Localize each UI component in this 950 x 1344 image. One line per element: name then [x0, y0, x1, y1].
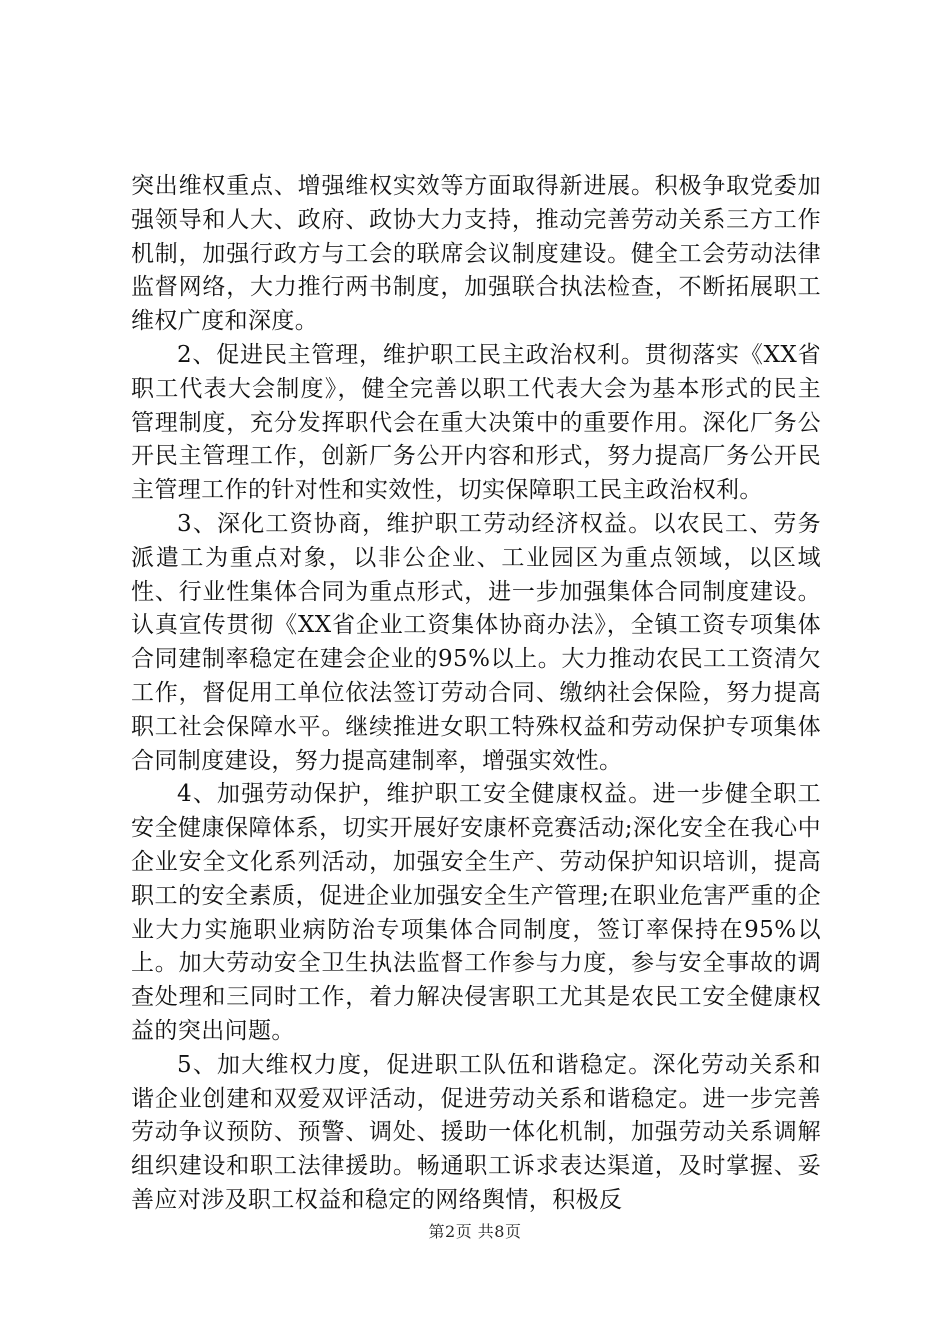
- paragraph-democratic-management: 2、促进民主管理，维护职工民主政治权利。贯彻落实《XX省职工代表大会制度》，健全完善以职工代表大会为基本形式的民主管理制度，充分发挥职代会在重大决策中的重要作用。深化厂务公开民主管理工作，创新厂务公开内容和形式，努力提高厂务公开民主管理工作的针对性和实效性，切实保障职工民主政治权利。: [131, 341, 821, 504]
- paragraph-rights-protection: 5、加大维权力度，促进职工队伍和谐稳定。深化劳动关系和谐企业创建和双爱双评活动，促进劳动关系和谐稳定。进一步完善劳动争议预防、预警、调处、援助一体化机制，加强劳动关系调解组织建设和职工法律援助。畅通职工诉求表达渠道，及时掌握、妥善应对涉及职工权益和稳定的网络舆情，积极反: [131, 1051, 821, 1213]
- document-body: [131, 170, 821, 1218]
- paragraph-continuation: 突出维权重点、增强维权实效等方面取得新进展。积极争取党委加强领导和人大、政府、政协大力支持，推动完善劳动关系三方工作机制，加强行政方与工会的联席会议制度建设。健全工会劳动法律监督网络，大力推行两书制度，加强联合执法检查，不断拓展职工维权广度和深度。: [131, 173, 821, 335]
- page-number-footer: 第2页 共8页: [428, 1222, 522, 1241]
- paragraph-wage-negotiation: 3、深化工资协商，维护职工劳动经济权益。以农民工、劳务派遣工为重点对象，以非公企业、工业园区为重点领域，以区域性、行业性集体合同为重点形式，进一步加强集体合同制度建设。认真宣传贯彻《XX省企业工资集体协商办法》，全镇工资专项集体合同建制率稳定在建会企业的95%以上。大力推动农民工工资清欠工作，督促用工单位依法签订劳动合同、缴纳社会保险，努力提高职工社会保障水平。继续推进女职工特殊权益和劳动保护专项集体合同制度建设，努力提高建制率，增强实效性。: [131, 510, 821, 774]
- paragraph-labor-protection: 4、加强劳动保护，维护职工安全健康权益。进一步健全职工安全健康保障体系，切实开展好安康杯竞赛活动;深化安全在我心中企业安全文化系列活动，加强安全生产、劳动保护知识培训，提高职工的安全素质，促进企业加强安全生产管理;在职业危害严重的企业大力实施职业病防治专项集体合同制度，签订率保持在95%以上。加大劳动安全卫生执法监督工作参与力度，参与安全事故的调查处理和三同时工作，着力解决侵害职工尤其是农民工安全健康权益的突出问题。: [131, 781, 821, 1044]
